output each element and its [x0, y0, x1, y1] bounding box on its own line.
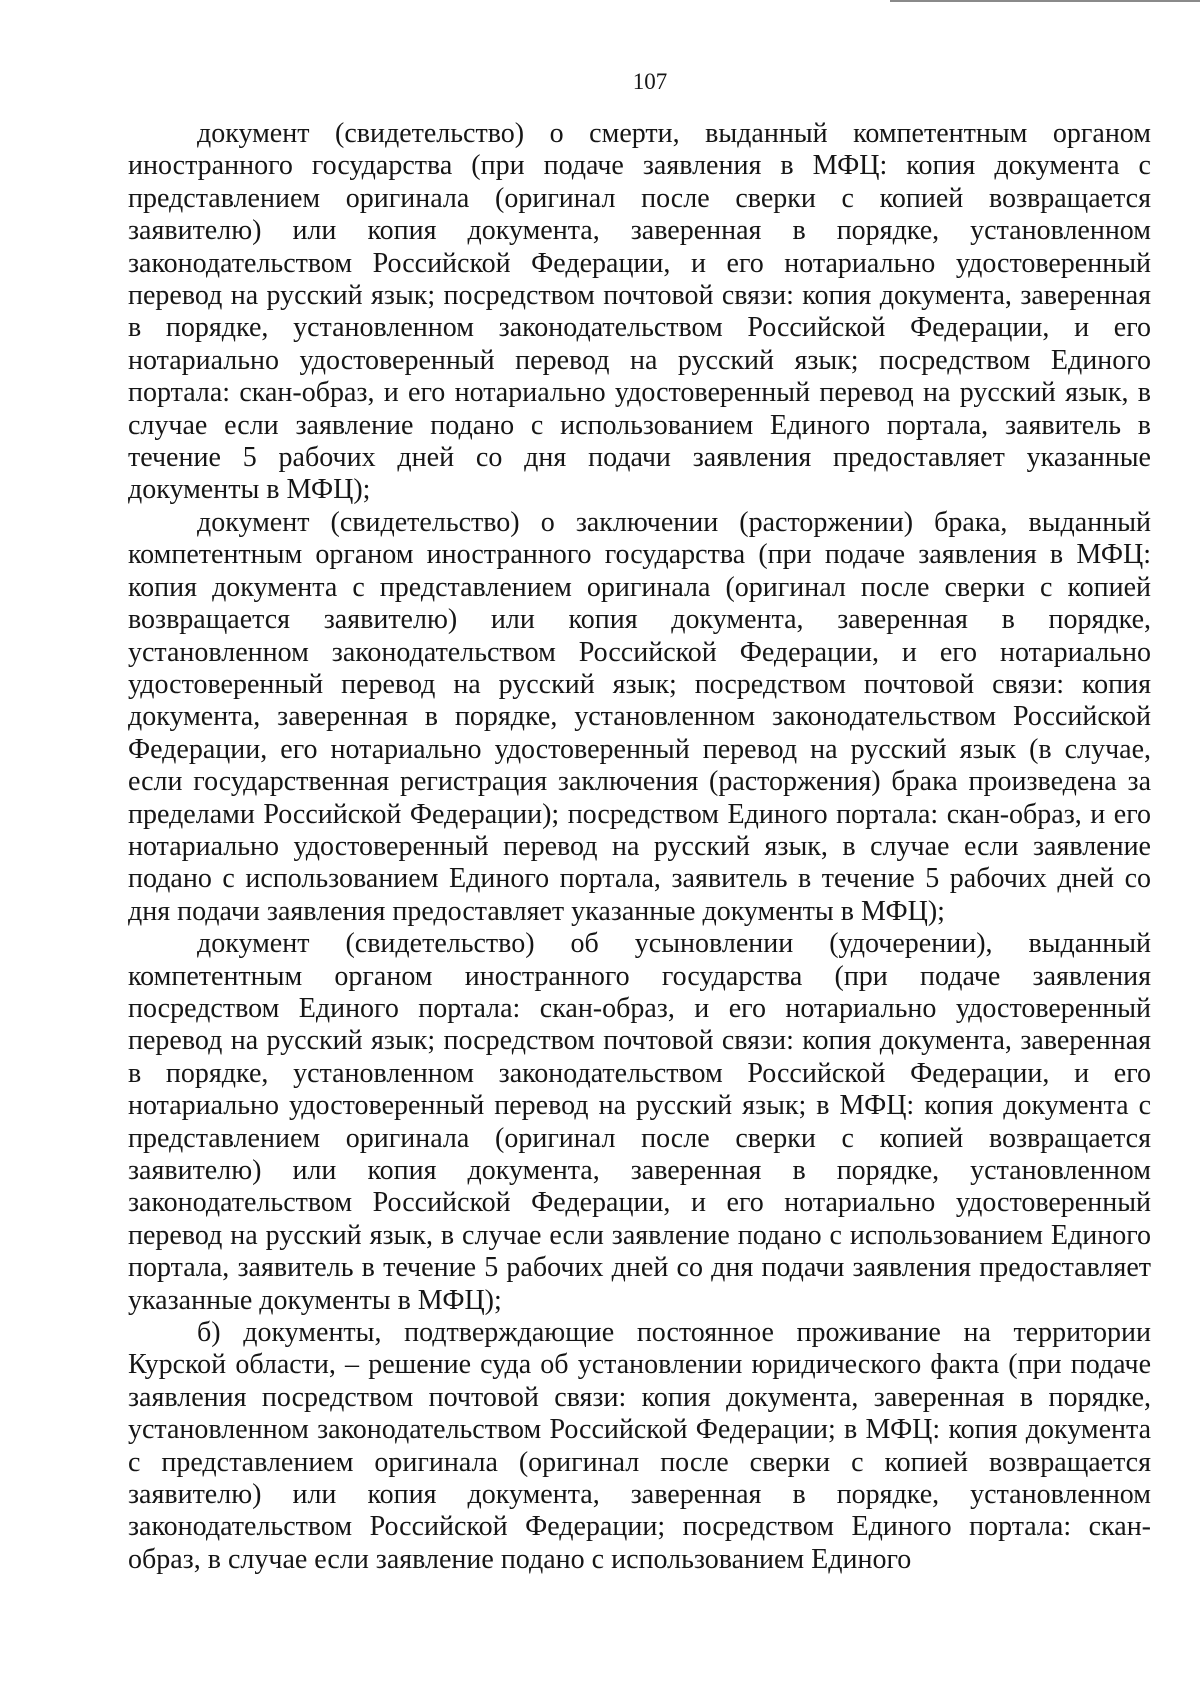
scan-edge-mark [890, 0, 1200, 2]
page-number: 107 [632, 69, 668, 94]
paragraph-marriage-certificate: документ (свидетельство) о заключении (расторжении) брака, выданный компетентным органом иностранного государства (при подаче заявления в МФЦ: копия документа с представлением оригинала (оригинал после сверки с копией возвращается заявителю) или копия документа, заверенная в порядке, установленном законодательством Российской Федерации, и его нотариально удостоверенный перевод на русский язык; посредством почтовой связи: копия документа, заверенная в порядке, установленном законодательством Российской Федерации, его нотариально удостоверенный перевод на русский язык (в случае, если государственная регистрация заключения (расторжения) брака произведена за пределами Российской Федерации); посредством Единого портала: скан-образ, и его нотариально удостоверенный перевод на русский язык, в случае если заявление подано с использованием Единого портала, заявитель в течение 5 рабочих дней со дня подачи заявления предоставляет указанные документы в МФЦ); [128, 506, 1151, 927]
paragraph-residence-documents: б) документы, подтверждающие постоянное проживание на территории Курской области, – решение суда об установлении юридического факта (при подаче заявления посредством почтовой связи: копия документа, заверенная в порядке, установленном законодательством Российской Федерации; в МФЦ: копия документа с представлением оригинала (оригинал после сверки с копией возвращается заявителю) или копия документа, заверенная в порядке, установленном законодательством Российской Федерации; посредством Единого портала: скан-образ, в случае если заявление подано с использованием Единого [128, 1317, 1151, 1575]
document-body [128, 118, 1151, 1576]
paragraph-adoption-certificate: документ (свидетельство) об усыновлении (удочерении), выданный компетентным органом иностранного государства (при подаче заявления посредством Единого портала: скан-образ, и его нотариально удостоверенный перевод на русский язык; посредством почтовой связи: копия документа, заверенная в порядке, установленном законодательством Российской Федерации, и его нотариально удостоверенный перевод на русский язык; в МФЦ: копия документа с представлением оригинала (оригинал после сверки с копией возвращается заявителю) или копия документа, заверенная в порядке, установленном законодательством Российской Федерации, и его нотариально удостоверенный перевод на русский язык, в случае если заявление подано с использованием Единого портала, заявитель в течение 5 рабочих дней со дня подачи заявления предоставляет указанные документы в МФЦ); [128, 928, 1151, 1316]
paragraph-death-certificate: документ (свидетельство) о смерти, выданный компетентным органом иностранного государства (при подаче заявления в МФЦ: копия документа с представлением оригинала (оригинал после сверки с копией возвращается заявителю) или копия документа, заверенная в порядке, установленном законодательством Российской Федерации, и его нотариально удостоверенный перевод на русский язык; посредством почтовой связи: копия документа, заверенная в порядке, установленном законодательством Российской Федерации, и его нотариально удостоверенный перевод на русский язык; посредством Единого портала: скан-образ, и его нотариально удостоверенный перевод на русский язык, в случае если заявление подано с использованием Единого портала, заявитель в течение 5 рабочих дней со дня подачи заявления предоставляет указанные документы в МФЦ); [128, 118, 1151, 506]
